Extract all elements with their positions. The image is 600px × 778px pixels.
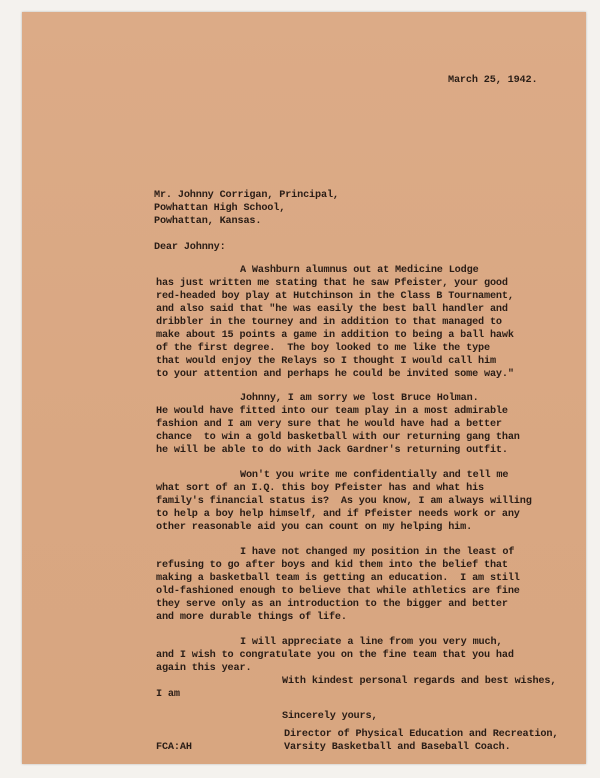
paragraph-line: to help a boy help himself, and if Pfeister needs work or any — [156, 509, 520, 520]
paragraph-line: family's financial status is? As you know, I am always willing — [156, 496, 532, 507]
paragraph-line: dribbler in the tourney and in addition to that managed to — [156, 317, 502, 328]
paragraph-line: of the first degree. The boy looked to me like the type — [156, 343, 490, 354]
paragraph-line: A Washburn alumnus out at Medicine Lodge — [240, 265, 479, 276]
letter-date: March 25, 1942. — [448, 75, 538, 86]
paragraph-line: and I wish to congratulate you on the fine team that you had — [156, 650, 514, 661]
paragraph-line: they serve only as an introduction to the bigger and better — [156, 599, 508, 610]
paragraph-line: I will appreciate a line from you very much, — [240, 637, 503, 648]
regards-line: With kindest personal regards and best wishes, — [282, 676, 557, 687]
paragraph-line: I have not changed my position in the least of — [240, 547, 515, 558]
address-line: Mr. Johnny Corrigan, Principal, — [154, 190, 339, 201]
address-line: Powhattan, Kansas. — [154, 216, 262, 227]
signer-title: Varsity Basketball and Baseball Coach. — [284, 742, 511, 753]
paragraph-line: and also said that "he was easily the best ball handler and — [156, 304, 508, 315]
reference-initials: FCA:AH — [156, 742, 192, 753]
letter-page — [22, 12, 586, 764]
paragraph-line: make about 15 points a game in addition to being a ball hawk — [156, 330, 514, 341]
paragraph-line: red-headed boy play at Hutchinson in the Class B Tournament, — [156, 291, 514, 302]
paragraph-line: again this year. — [156, 663, 252, 674]
paragraph-line: Johnny, I am sorry we lost Bruce Holman. — [240, 393, 479, 404]
paragraph-line: chance to win a gold basketball with our returning gang than — [156, 432, 520, 443]
paragraph-line: He would have fitted into our team play in a most admirable — [156, 406, 508, 417]
address-line: Powhattan High School, — [154, 203, 286, 214]
paragraph-line: making a basketball team is getting an education. I am still — [156, 573, 520, 584]
i-am-line: I am — [156, 689, 180, 700]
paragraph-line: what sort of an I.Q. this boy Pfeister has and what his — [156, 483, 484, 494]
paragraph-line: and more durable things of life. — [156, 612, 347, 623]
paragraph-line: has just written me stating that he saw Pfeister, your good — [156, 278, 508, 289]
paragraph-line: fashion and I am very sure that he would have had a better — [156, 419, 502, 430]
salutation: Dear Johnny: — [154, 242, 226, 253]
paragraph-line: he will be able to do with Jack Gardner's returning outfit. — [156, 445, 508, 456]
complimentary-close: Sincerely yours, — [282, 711, 378, 722]
paragraph-line: other reasonable aid you can count on my helping him. — [156, 522, 473, 533]
paragraph-line: Won't you write me confidentially and tell me — [240, 470, 509, 481]
paragraph-line: to your attention and perhaps he could be invited some way." — [156, 369, 514, 380]
signer-title: Director of Physical Education and Recreation, — [284, 729, 559, 740]
paragraph-line: that would enjoy the Relays so I thought I would call him — [156, 356, 496, 367]
paragraph-line: old-fashioned enough to believe that while athletics are fine — [156, 586, 520, 597]
paragraph-line: refusing to go after boys and kid them into the belief that — [156, 560, 508, 571]
